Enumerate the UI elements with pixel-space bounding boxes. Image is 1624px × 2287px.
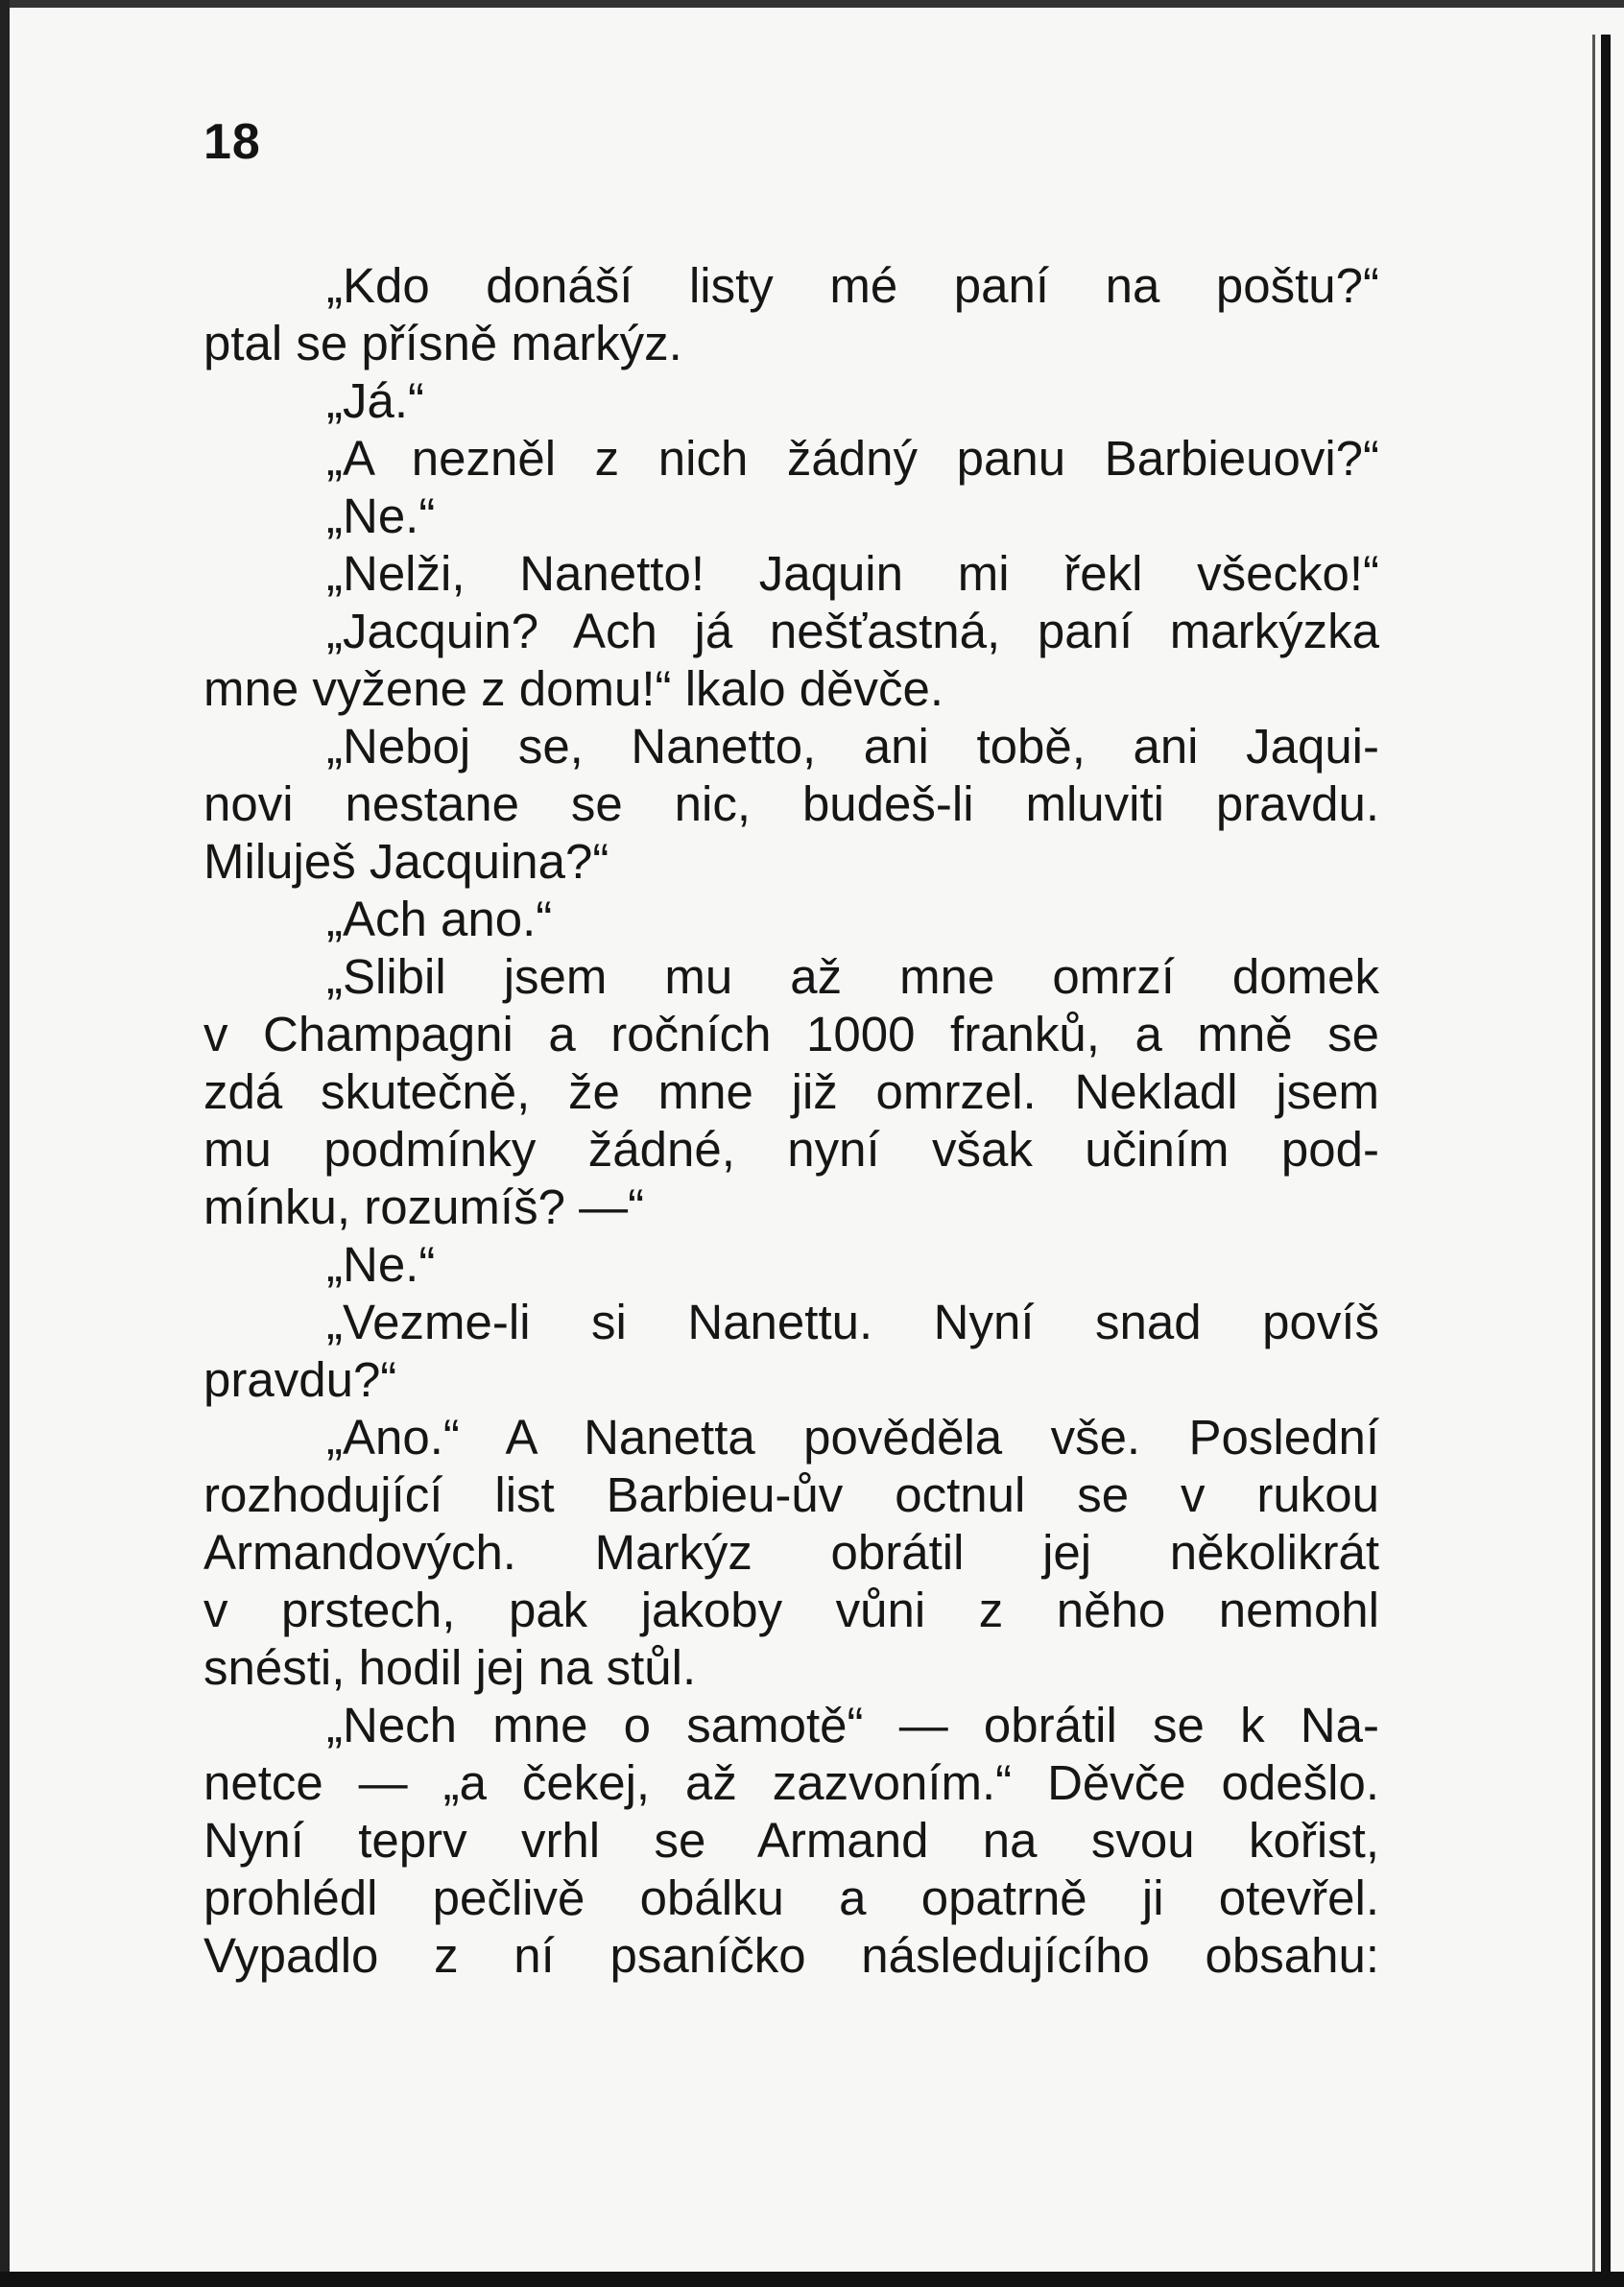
text-line: novi nestane se nic, budeš-li mluviti pravdu.: [203, 776, 1379, 831]
text-line: zdá skutečně, že mne již omrzel. Nekladl jsem: [203, 1064, 1379, 1119]
text-line: „Neboj se, Nanetto, ani tobě, ani Jaqui-: [326, 719, 1379, 774]
text-line: netce — „a čekej, až zazvoním.“ Děvče odešlo.: [203, 1755, 1379, 1810]
page-number: 18: [203, 114, 261, 170]
text-line: „Vezme-li si Nanettu. Nyní snad povíš: [326, 1295, 1379, 1349]
scan-border-top: [0, 0, 1624, 8]
text-line: v Champagni a ročních 1000 franků, a mně se: [203, 1007, 1379, 1061]
text-line: „Kdo donáší listy mé paní na poštu?“: [326, 258, 1379, 313]
text-line: „Jacquin? Ach já nešťastná, paní markýzka: [326, 604, 1379, 658]
text-line: „Nech mne o samotě“ — obrátil se k Na-: [326, 1698, 1379, 1752]
text-line: „Nelži, Nanetto! Jaquin mi řekl všecko!“: [326, 546, 1379, 601]
scan-border-left: [0, 0, 10, 2287]
text-line: prohlédl pečlivě obálku a opatrně ji otevřel.: [203, 1870, 1379, 1925]
text-line: pravdu?“: [203, 1352, 397, 1407]
text-line: mínku, rozumíš? —“: [203, 1179, 645, 1234]
text-line: „Ano.“ A Nanetta pověděla vše. Poslední: [326, 1410, 1379, 1465]
page-edge-line: [1592, 35, 1595, 2287]
text-line: snésti, hodil jej na stůl.: [203, 1640, 697, 1695]
text-line: mne vyžene z domu!“ lkalo děvče.: [203, 661, 944, 716]
body-text: [203, 257, 1379, 1985]
text-line: „A nezněl z nich žádný panu Barbieuovi?“: [326, 431, 1379, 486]
text-line: Vypadlo z ní psaníčko následujícího obsahu:: [203, 1928, 1379, 1983]
text-line: Nyní teprv vrhl se Armand na svou kořist,: [203, 1813, 1379, 1868]
text-line: „Slibil jsem mu až mne omrzí domek: [326, 949, 1379, 1004]
scan-border-bottom: [0, 2272, 1624, 2287]
text-line: „Ach ano.“: [326, 892, 553, 946]
text-line: ptal se přísně markýz.: [203, 316, 682, 370]
scan-border-right: [1601, 35, 1611, 2287]
text-line: mu podmínky žádné, nyní však učiním pod-: [203, 1122, 1379, 1177]
text-line: „Ne.“: [326, 1237, 436, 1292]
text-line: Armandových. Markýz obrátil jej několikrát: [203, 1525, 1379, 1580]
text-line: „Ne.“: [326, 488, 436, 543]
text-line: rozhodující list Barbieu-ův octnul se v rukou: [203, 1467, 1379, 1522]
text-line: „Já.“: [326, 373, 424, 428]
text-line: Miluješ Jacquina?“: [203, 834, 609, 889]
text-line: v prstech, pak jakoby vůni z něho nemohl: [203, 1583, 1379, 1637]
